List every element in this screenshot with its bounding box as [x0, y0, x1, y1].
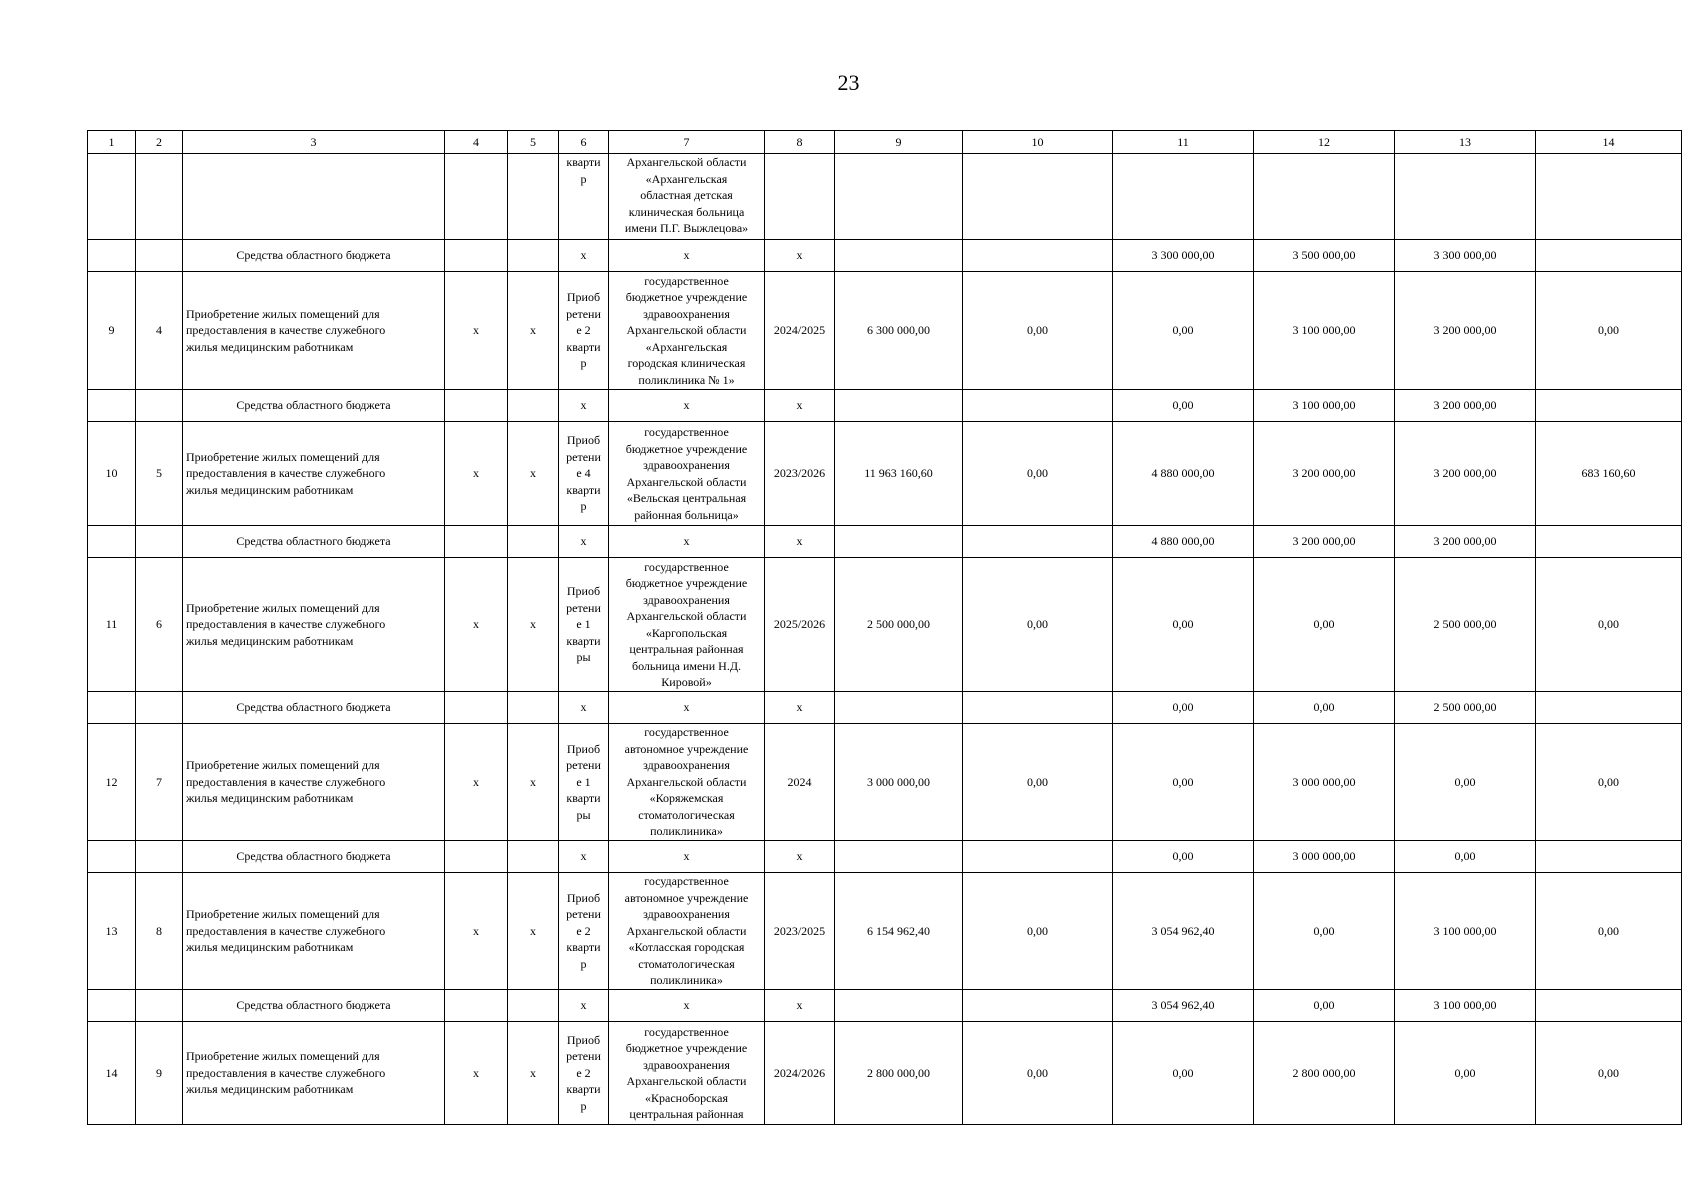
table-cell — [136, 390, 183, 422]
table-cell: х — [609, 841, 765, 873]
table-cell — [88, 841, 136, 873]
table-cell: 3 200 000,00 — [1254, 422, 1395, 526]
table-cell — [445, 990, 508, 1022]
table-cell: Приоб ретени е 2 кварти р — [559, 272, 609, 390]
table-row — [88, 873, 1682, 990]
table-cell: 6 300 000,00 — [835, 272, 963, 390]
table-cell: 0,00 — [1395, 841, 1536, 873]
table-cell: Архангельской области «Архангельская областная детская клиническая больница имени П.Г. Выжлецова» — [609, 154, 765, 240]
table-cell: Приобретение жилых помещений для предоставления в качестве служебного жилья медицинским работникам — [183, 873, 445, 990]
table-cell: х — [609, 990, 765, 1022]
table-cell — [835, 390, 963, 422]
table-cell: х — [609, 692, 765, 724]
table-cell: 12 — [88, 724, 136, 841]
funding-source-row — [88, 240, 1682, 272]
table-cell: Приобретение жилых помещений для предоставления в качестве служебного жилья медицинским работникам — [183, 724, 445, 841]
budget-table — [87, 130, 1682, 1125]
table-cell: 2 500 000,00 — [1395, 692, 1536, 724]
table-cell: 0,00 — [1395, 1022, 1536, 1125]
continuation-row — [88, 154, 1682, 240]
table-cell: 3 100 000,00 — [1254, 272, 1395, 390]
table-cell: 3 200 000,00 — [1395, 390, 1536, 422]
table-cell: 0,00 — [1113, 272, 1254, 390]
table-cell: х — [445, 272, 508, 390]
table-cell: 2 800 000,00 — [1254, 1022, 1395, 1125]
table-cell: 0,00 — [963, 873, 1113, 990]
table-cell: 3 300 000,00 — [1113, 240, 1254, 272]
table-cell: Средства областного бюджета — [183, 692, 445, 724]
table-cell: 2024 — [765, 724, 835, 841]
table-cell — [835, 154, 963, 240]
table-cell: 2025/2026 — [765, 558, 835, 692]
table-cell: х — [445, 873, 508, 990]
table-cell: Средства областного бюджета — [183, 526, 445, 558]
table-cell — [183, 154, 445, 240]
table-cell: 0,00 — [1536, 272, 1682, 390]
column-header: 5 — [508, 131, 559, 154]
table-cell: х — [445, 422, 508, 526]
table-cell: Приоб ретени е 1 кварти ры — [559, 558, 609, 692]
table-cell: х — [559, 990, 609, 1022]
table-cell — [136, 240, 183, 272]
table-cell: 0,00 — [1113, 724, 1254, 841]
table-cell — [1536, 154, 1682, 240]
table-cell: кварти р — [559, 154, 609, 240]
table-row — [88, 272, 1682, 390]
table-cell: х — [559, 526, 609, 558]
table-cell: х — [508, 1022, 559, 1125]
table-cell: 6 154 962,40 — [835, 873, 963, 990]
table-cell: 0,00 — [1113, 841, 1254, 873]
header-row — [88, 131, 1682, 154]
table-cell: государственное бюджетное учреждение здравоохранения Архангельской области «Архангельская городская клиническая поликлиника № 1» — [609, 272, 765, 390]
table-cell: 3 054 962,40 — [1113, 990, 1254, 1022]
column-header: 14 — [1536, 131, 1682, 154]
table-cell: 14 — [88, 1022, 136, 1125]
table-cell: 11 — [88, 558, 136, 692]
table-cell: 3 500 000,00 — [1254, 240, 1395, 272]
table-cell — [445, 526, 508, 558]
table-cell: х — [765, 240, 835, 272]
table-cell — [136, 990, 183, 1022]
table-cell: 0,00 — [1254, 873, 1395, 990]
table-cell: 0,00 — [1113, 692, 1254, 724]
table-cell — [508, 692, 559, 724]
page-number: 23 — [837, 70, 860, 95]
table-cell — [963, 154, 1113, 240]
table-row — [88, 1022, 1682, 1125]
table-cell: 3 100 000,00 — [1395, 873, 1536, 990]
table-cell — [136, 841, 183, 873]
column-header: 4 — [445, 131, 508, 154]
table-cell: х — [508, 272, 559, 390]
table-cell: 0,00 — [1536, 1022, 1682, 1125]
table-cell: 0,00 — [963, 272, 1113, 390]
table-cell: 3 054 962,40 — [1113, 873, 1254, 990]
table-cell: 4 880 000,00 — [1113, 422, 1254, 526]
table-cell — [445, 390, 508, 422]
column-header: 12 — [1254, 131, 1395, 154]
table-cell — [508, 240, 559, 272]
table-cell: х — [765, 990, 835, 1022]
table-cell: Средства областного бюджета — [183, 240, 445, 272]
table-cell — [1536, 526, 1682, 558]
table-cell: 3 200 000,00 — [1254, 526, 1395, 558]
table-cell: 2023/2025 — [765, 873, 835, 990]
table-cell — [1113, 154, 1254, 240]
table-cell: 3 200 000,00 — [1395, 422, 1536, 526]
table-cell: х — [508, 558, 559, 692]
table-cell — [963, 240, 1113, 272]
table-cell: х — [765, 390, 835, 422]
table-cell: государственное бюджетное учреждение здравоохранения Архангельской области «Красноборская центральная районная — [609, 1022, 765, 1125]
table-cell — [88, 526, 136, 558]
table-cell — [136, 526, 183, 558]
table-cell: 0,00 — [963, 422, 1113, 526]
table-cell — [835, 692, 963, 724]
table-cell: 2 800 000,00 — [835, 1022, 963, 1125]
table-cell: 3 000 000,00 — [1254, 841, 1395, 873]
table-cell — [1536, 841, 1682, 873]
table-cell — [508, 990, 559, 1022]
table-cell: х — [609, 240, 765, 272]
funding-source-row — [88, 526, 1682, 558]
table-cell: 0,00 — [963, 724, 1113, 841]
table-cell: х — [445, 1022, 508, 1125]
table-cell — [1536, 240, 1682, 272]
table-cell: 3 100 000,00 — [1395, 990, 1536, 1022]
table-cell: 2 500 000,00 — [835, 558, 963, 692]
table-cell — [835, 990, 963, 1022]
table-cell — [136, 154, 183, 240]
table-cell: 4 880 000,00 — [1113, 526, 1254, 558]
table-cell: 5 — [136, 422, 183, 526]
table-cell: 3 200 000,00 — [1395, 272, 1536, 390]
table-cell — [445, 841, 508, 873]
table-cell: 13 — [88, 873, 136, 990]
table-cell: Приоб ретени е 2 кварти р — [559, 1022, 609, 1125]
table-cell: 4 — [136, 272, 183, 390]
table-cell: 11 963 160,60 — [835, 422, 963, 526]
table-cell — [445, 154, 508, 240]
table-cell — [1536, 390, 1682, 422]
table-cell: х — [765, 841, 835, 873]
table-cell — [963, 390, 1113, 422]
funding-source-row — [88, 692, 1682, 724]
table-cell: х — [765, 692, 835, 724]
table-cell: Средства областного бюджета — [183, 990, 445, 1022]
table-cell: 683 160,60 — [1536, 422, 1682, 526]
table-cell: Приоб ретени е 2 кварти р — [559, 873, 609, 990]
funding-source-row — [88, 990, 1682, 1022]
table-cell: х — [559, 240, 609, 272]
table-cell — [445, 240, 508, 272]
column-header: 9 — [835, 131, 963, 154]
table-cell — [963, 990, 1113, 1022]
table-cell — [1536, 692, 1682, 724]
table-cell — [88, 154, 136, 240]
table-cell: 9 — [136, 1022, 183, 1125]
table-cell — [445, 692, 508, 724]
table-cell: государственное автономное учреждение здравоохранения Архангельской области «Коряжемская стоматологическая поликлиника» — [609, 724, 765, 841]
table-cell: х — [508, 422, 559, 526]
table-cell: 0,00 — [1254, 692, 1395, 724]
column-header: 3 — [183, 131, 445, 154]
table-cell: 2 500 000,00 — [1395, 558, 1536, 692]
table-cell: 3 100 000,00 — [1254, 390, 1395, 422]
table-row — [88, 422, 1682, 526]
table-cell: 3 000 000,00 — [1254, 724, 1395, 841]
table-cell: государственное бюджетное учреждение здравоохранения Архангельской области «Вельская центральная районная больница» — [609, 422, 765, 526]
table-cell: 3 200 000,00 — [1395, 526, 1536, 558]
table-cell — [88, 990, 136, 1022]
table-cell: 0,00 — [1395, 724, 1536, 841]
table-cell — [88, 240, 136, 272]
table-cell — [963, 526, 1113, 558]
table-cell: х — [445, 558, 508, 692]
table-cell: 0,00 — [1254, 990, 1395, 1022]
table-cell: 9 — [88, 272, 136, 390]
table-cell — [835, 240, 963, 272]
table-cell: 2024/2026 — [765, 1022, 835, 1125]
table-cell — [1536, 990, 1682, 1022]
table-cell: 0,00 — [963, 1022, 1113, 1125]
funding-source-row — [88, 841, 1682, 873]
table-cell: Приобретение жилых помещений для предоставления в качестве служебного жилья медицинским работникам — [183, 558, 445, 692]
table-cell: 2023/2026 — [765, 422, 835, 526]
column-header: 10 — [963, 131, 1113, 154]
table-cell — [1254, 154, 1395, 240]
table-cell: 10 — [88, 422, 136, 526]
table-cell: Приоб ретени е 4 кварти р — [559, 422, 609, 526]
table-cell: 0,00 — [1536, 873, 1682, 990]
table-cell: х — [508, 724, 559, 841]
table-cell — [1395, 154, 1536, 240]
table-cell: Средства областного бюджета — [183, 390, 445, 422]
table-cell: х — [559, 390, 609, 422]
table-cell: 0,00 — [963, 558, 1113, 692]
table-row — [88, 558, 1682, 692]
table-cell — [136, 692, 183, 724]
table-cell: 3 300 000,00 — [1395, 240, 1536, 272]
table-cell: х — [445, 724, 508, 841]
table-cell — [963, 692, 1113, 724]
table-cell: х — [609, 526, 765, 558]
table-cell: 8 — [136, 873, 183, 990]
table-cell — [508, 526, 559, 558]
table-cell: Средства областного бюджета — [183, 841, 445, 873]
table-row — [88, 724, 1682, 841]
table-cell: х — [765, 526, 835, 558]
table-cell: Приобретение жилых помещений для предоставления в качестве служебного жилья медицинским работникам — [183, 422, 445, 526]
table-cell: Приобретение жилых помещений для предоставления в качестве служебного жилья медицинским работникам — [183, 272, 445, 390]
table-cell — [88, 692, 136, 724]
column-header: 1 — [88, 131, 136, 154]
column-header: 8 — [765, 131, 835, 154]
table-cell — [963, 841, 1113, 873]
table-cell — [508, 154, 559, 240]
column-header: 2 — [136, 131, 183, 154]
table-cell: 0,00 — [1254, 558, 1395, 692]
table-cell: 0,00 — [1113, 390, 1254, 422]
table-cell: х — [559, 841, 609, 873]
table-cell — [835, 841, 963, 873]
column-header: 13 — [1395, 131, 1536, 154]
table-cell — [88, 390, 136, 422]
table-cell: государственное бюджетное учреждение здравоохранения Архангельской области «Каргопольская центральная районная больница имени Н.Д. Кировой» — [609, 558, 765, 692]
table-cell: 0,00 — [1113, 558, 1254, 692]
table-cell: 3 000 000,00 — [835, 724, 963, 841]
table-cell: 0,00 — [1536, 724, 1682, 841]
table-cell: 2024/2025 — [765, 272, 835, 390]
table-cell: х — [609, 390, 765, 422]
funding-source-row — [88, 390, 1682, 422]
table-cell: 6 — [136, 558, 183, 692]
table-cell: 0,00 — [1536, 558, 1682, 692]
table-cell: 7 — [136, 724, 183, 841]
table-cell — [835, 526, 963, 558]
table-cell — [508, 390, 559, 422]
table-cell: Приобретение жилых помещений для предоставления в качестве служебного жилья медицинским работникам — [183, 1022, 445, 1125]
table-cell — [508, 841, 559, 873]
table-cell: государственное автономное учреждение здравоохранения Архангельской области «Котласская городская стоматологическая поликлиника» — [609, 873, 765, 990]
table-cell: х — [559, 692, 609, 724]
table-cell: Приоб ретени е 1 кварти ры — [559, 724, 609, 841]
column-header: 6 — [559, 131, 609, 154]
table-cell: 0,00 — [1113, 1022, 1254, 1125]
column-header: 7 — [609, 131, 765, 154]
table-cell: х — [508, 873, 559, 990]
column-header: 11 — [1113, 131, 1254, 154]
table-cell — [765, 154, 835, 240]
